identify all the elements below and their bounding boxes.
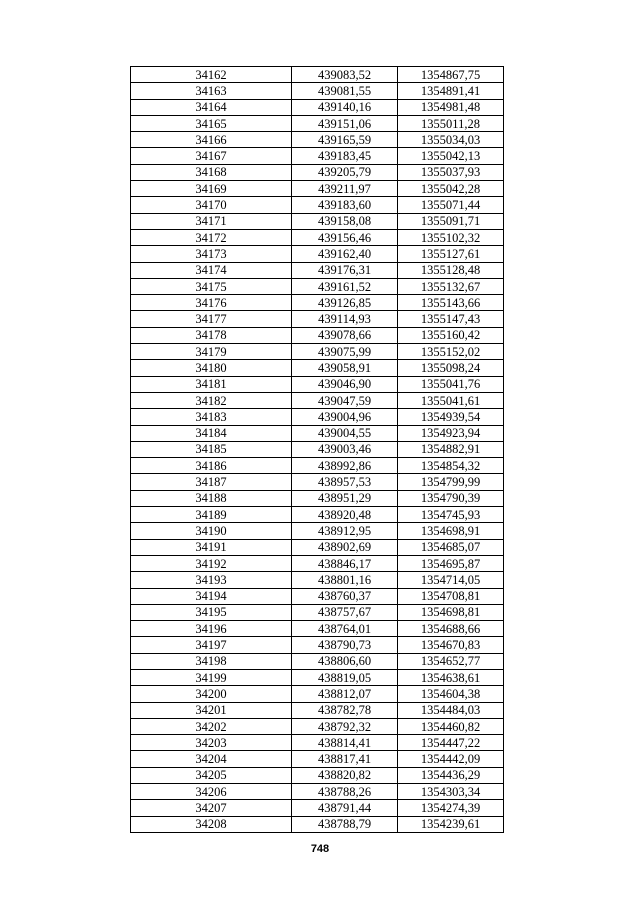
table-row bbox=[131, 278, 504, 294]
y-coordinate-cell: 1355152,02 bbox=[398, 344, 504, 360]
table-row bbox=[131, 392, 504, 408]
x-coordinate-cell: 438788,26 bbox=[292, 784, 398, 800]
x-coordinate-cell: 439004,55 bbox=[292, 425, 398, 441]
x-coordinate-cell: 439162,40 bbox=[292, 246, 398, 262]
y-coordinate-cell: 1355128,48 bbox=[398, 262, 504, 278]
point-id-cell: 34193 bbox=[131, 572, 292, 588]
y-coordinate-cell: 1355042,28 bbox=[398, 181, 504, 197]
y-coordinate-cell: 1354891,41 bbox=[398, 83, 504, 99]
table-row bbox=[131, 686, 504, 702]
y-coordinate-cell: 1355127,61 bbox=[398, 246, 504, 262]
table-row bbox=[131, 441, 504, 457]
table-row bbox=[131, 523, 504, 539]
y-coordinate-cell: 1354708,81 bbox=[398, 588, 504, 604]
table-row bbox=[131, 164, 504, 180]
x-coordinate-cell: 439165,59 bbox=[292, 132, 398, 148]
table-row bbox=[131, 213, 504, 229]
y-coordinate-cell: 1355098,24 bbox=[398, 360, 504, 376]
x-coordinate-cell: 439158,08 bbox=[292, 213, 398, 229]
point-id-cell: 34178 bbox=[131, 327, 292, 343]
table-row bbox=[131, 115, 504, 131]
y-coordinate-cell: 1354790,39 bbox=[398, 490, 504, 506]
point-id-cell: 34202 bbox=[131, 718, 292, 734]
y-coordinate-cell: 1355034,03 bbox=[398, 132, 504, 148]
y-coordinate-cell: 1354698,81 bbox=[398, 604, 504, 620]
table-row bbox=[131, 262, 504, 278]
point-id-cell: 34179 bbox=[131, 344, 292, 360]
table-row bbox=[131, 539, 504, 555]
x-coordinate-cell: 439161,52 bbox=[292, 278, 398, 294]
table-row bbox=[131, 490, 504, 506]
table-row bbox=[131, 458, 504, 474]
point-id-cell: 34194 bbox=[131, 588, 292, 604]
point-id-cell: 34191 bbox=[131, 539, 292, 555]
point-id-cell: 34187 bbox=[131, 474, 292, 490]
point-id-cell: 34181 bbox=[131, 376, 292, 392]
table-row bbox=[131, 83, 504, 99]
x-coordinate-cell: 439046,90 bbox=[292, 376, 398, 392]
table-row bbox=[131, 311, 504, 327]
point-id-cell: 34200 bbox=[131, 686, 292, 702]
point-id-cell: 34190 bbox=[131, 523, 292, 539]
point-id-cell: 34207 bbox=[131, 800, 292, 816]
x-coordinate-cell: 439003,46 bbox=[292, 441, 398, 457]
y-coordinate-cell: 1355042,13 bbox=[398, 148, 504, 164]
y-coordinate-cell: 1354981,48 bbox=[398, 99, 504, 115]
table-row bbox=[131, 344, 504, 360]
y-coordinate-cell: 1355037,93 bbox=[398, 164, 504, 180]
y-coordinate-cell: 1355147,43 bbox=[398, 311, 504, 327]
point-id-cell: 34203 bbox=[131, 735, 292, 751]
point-id-cell: 34205 bbox=[131, 767, 292, 783]
x-coordinate-cell: 438846,17 bbox=[292, 555, 398, 571]
x-coordinate-cell: 438951,29 bbox=[292, 490, 398, 506]
x-coordinate-cell: 438814,41 bbox=[292, 735, 398, 751]
point-id-cell: 34199 bbox=[131, 669, 292, 685]
y-coordinate-cell: 1355041,76 bbox=[398, 376, 504, 392]
page-number: 748 bbox=[310, 843, 330, 855]
table-row bbox=[131, 197, 504, 213]
x-coordinate-cell: 439004,96 bbox=[292, 409, 398, 425]
point-id-cell: 34177 bbox=[131, 311, 292, 327]
x-coordinate-cell: 438782,78 bbox=[292, 702, 398, 718]
y-coordinate-cell: 1354652,77 bbox=[398, 653, 504, 669]
point-id-cell: 34185 bbox=[131, 441, 292, 457]
y-coordinate-cell: 1354698,91 bbox=[398, 523, 504, 539]
point-id-cell: 34186 bbox=[131, 458, 292, 474]
table-row bbox=[131, 784, 504, 800]
y-coordinate-cell: 1355132,67 bbox=[398, 278, 504, 294]
point-id-cell: 34170 bbox=[131, 197, 292, 213]
table-row bbox=[131, 229, 504, 245]
y-coordinate-cell: 1354670,83 bbox=[398, 637, 504, 653]
table-row bbox=[131, 425, 504, 441]
table-row bbox=[131, 507, 504, 523]
table-row bbox=[131, 751, 504, 767]
table-row bbox=[131, 735, 504, 751]
x-coordinate-cell: 439183,45 bbox=[292, 148, 398, 164]
table-row bbox=[131, 767, 504, 783]
y-coordinate-cell: 1354274,39 bbox=[398, 800, 504, 816]
point-id-cell: 34165 bbox=[131, 115, 292, 131]
y-coordinate-cell: 1354688,66 bbox=[398, 621, 504, 637]
table-row bbox=[131, 99, 504, 115]
table-row bbox=[131, 718, 504, 734]
y-coordinate-cell: 1354745,93 bbox=[398, 507, 504, 523]
table-row bbox=[131, 181, 504, 197]
point-id-cell: 34173 bbox=[131, 246, 292, 262]
table-row bbox=[131, 572, 504, 588]
point-id-cell: 34184 bbox=[131, 425, 292, 441]
point-id-cell: 34162 bbox=[131, 67, 292, 83]
y-coordinate-cell: 1355160,42 bbox=[398, 327, 504, 343]
table-row bbox=[131, 653, 504, 669]
point-id-cell: 34198 bbox=[131, 653, 292, 669]
x-coordinate-cell: 438806,60 bbox=[292, 653, 398, 669]
x-coordinate-cell: 438812,07 bbox=[292, 686, 398, 702]
y-coordinate-cell: 1354447,22 bbox=[398, 735, 504, 751]
x-coordinate-cell: 438992,86 bbox=[292, 458, 398, 474]
point-id-cell: 34188 bbox=[131, 490, 292, 506]
point-id-cell: 34204 bbox=[131, 751, 292, 767]
table-row bbox=[131, 327, 504, 343]
table-row bbox=[131, 702, 504, 718]
x-coordinate-cell: 438757,67 bbox=[292, 604, 398, 620]
x-coordinate-cell: 439183,60 bbox=[292, 197, 398, 213]
y-coordinate-cell: 1354436,29 bbox=[398, 767, 504, 783]
point-id-cell: 34172 bbox=[131, 229, 292, 245]
coordinates-table-body bbox=[131, 67, 504, 833]
point-id-cell: 34171 bbox=[131, 213, 292, 229]
point-id-cell: 34168 bbox=[131, 164, 292, 180]
point-id-cell: 34201 bbox=[131, 702, 292, 718]
table-row bbox=[131, 132, 504, 148]
point-id-cell: 34206 bbox=[131, 784, 292, 800]
x-coordinate-cell: 439151,06 bbox=[292, 115, 398, 131]
x-coordinate-cell: 439081,55 bbox=[292, 83, 398, 99]
x-coordinate-cell: 439176,31 bbox=[292, 262, 398, 278]
table-row bbox=[131, 376, 504, 392]
x-coordinate-cell: 438912,95 bbox=[292, 523, 398, 539]
y-coordinate-cell: 1354882,91 bbox=[398, 441, 504, 457]
table-row bbox=[131, 67, 504, 83]
table-row bbox=[131, 246, 504, 262]
table-row bbox=[131, 637, 504, 653]
x-coordinate-cell: 439140,16 bbox=[292, 99, 398, 115]
y-coordinate-cell: 1355041,61 bbox=[398, 392, 504, 408]
x-coordinate-cell: 438819,05 bbox=[292, 669, 398, 685]
x-coordinate-cell: 438920,48 bbox=[292, 507, 398, 523]
y-coordinate-cell: 1354695,87 bbox=[398, 555, 504, 571]
point-id-cell: 34180 bbox=[131, 360, 292, 376]
x-coordinate-cell: 438801,16 bbox=[292, 572, 398, 588]
y-coordinate-cell: 1355011,28 bbox=[398, 115, 504, 131]
y-coordinate-cell: 1354484,03 bbox=[398, 702, 504, 718]
y-coordinate-cell: 1354442,09 bbox=[398, 751, 504, 767]
x-coordinate-cell: 438764,01 bbox=[292, 621, 398, 637]
y-coordinate-cell: 1354939,54 bbox=[398, 409, 504, 425]
x-coordinate-cell: 439083,52 bbox=[292, 67, 398, 83]
y-coordinate-cell: 1354685,07 bbox=[398, 539, 504, 555]
point-id-cell: 34176 bbox=[131, 295, 292, 311]
point-id-cell: 34166 bbox=[131, 132, 292, 148]
x-coordinate-cell: 439211,97 bbox=[292, 181, 398, 197]
point-id-cell: 34174 bbox=[131, 262, 292, 278]
x-coordinate-cell: 438902,69 bbox=[292, 539, 398, 555]
point-id-cell: 34182 bbox=[131, 392, 292, 408]
y-coordinate-cell: 1355102,32 bbox=[398, 229, 504, 245]
table-row bbox=[131, 816, 504, 832]
point-id-cell: 34195 bbox=[131, 604, 292, 620]
table-row bbox=[131, 604, 504, 620]
point-id-cell: 34175 bbox=[131, 278, 292, 294]
point-id-cell: 34197 bbox=[131, 637, 292, 653]
x-coordinate-cell: 438817,41 bbox=[292, 751, 398, 767]
table-row bbox=[131, 295, 504, 311]
y-coordinate-cell: 1354799,99 bbox=[398, 474, 504, 490]
y-coordinate-cell: 1354460,82 bbox=[398, 718, 504, 734]
y-coordinate-cell: 1355091,71 bbox=[398, 213, 504, 229]
y-coordinate-cell: 1354923,94 bbox=[398, 425, 504, 441]
x-coordinate-cell: 438820,82 bbox=[292, 767, 398, 783]
table-row bbox=[131, 621, 504, 637]
x-coordinate-cell: 438790,73 bbox=[292, 637, 398, 653]
x-coordinate-cell: 439075,99 bbox=[292, 344, 398, 360]
point-id-cell: 34189 bbox=[131, 507, 292, 523]
point-id-cell: 34167 bbox=[131, 148, 292, 164]
point-id-cell: 34183 bbox=[131, 409, 292, 425]
table-row bbox=[131, 555, 504, 571]
y-coordinate-cell: 1354854,32 bbox=[398, 458, 504, 474]
point-id-cell: 34192 bbox=[131, 555, 292, 571]
y-coordinate-cell: 1355071,44 bbox=[398, 197, 504, 213]
x-coordinate-cell: 439205,79 bbox=[292, 164, 398, 180]
table-row bbox=[131, 669, 504, 685]
point-id-cell: 34208 bbox=[131, 816, 292, 832]
point-id-cell: 34164 bbox=[131, 99, 292, 115]
x-coordinate-cell: 439126,85 bbox=[292, 295, 398, 311]
point-id-cell: 34163 bbox=[131, 83, 292, 99]
x-coordinate-cell: 438791,44 bbox=[292, 800, 398, 816]
x-coordinate-cell: 438957,53 bbox=[292, 474, 398, 490]
y-coordinate-cell: 1354239,61 bbox=[398, 816, 504, 832]
x-coordinate-cell: 439114,93 bbox=[292, 311, 398, 327]
x-coordinate-cell: 438788,79 bbox=[292, 816, 398, 832]
y-coordinate-cell: 1354714,05 bbox=[398, 572, 504, 588]
x-coordinate-cell: 438760,37 bbox=[292, 588, 398, 604]
table-row bbox=[131, 360, 504, 376]
y-coordinate-cell: 1355143,66 bbox=[398, 295, 504, 311]
x-coordinate-cell: 439078,66 bbox=[292, 327, 398, 343]
x-coordinate-cell: 438792,32 bbox=[292, 718, 398, 734]
y-coordinate-cell: 1354604,38 bbox=[398, 686, 504, 702]
y-coordinate-cell: 1354867,75 bbox=[398, 67, 504, 83]
table-row bbox=[131, 474, 504, 490]
x-coordinate-cell: 439047,59 bbox=[292, 392, 398, 408]
coordinates-table bbox=[130, 66, 504, 833]
x-coordinate-cell: 439058,91 bbox=[292, 360, 398, 376]
point-id-cell: 34196 bbox=[131, 621, 292, 637]
y-coordinate-cell: 1354303,34 bbox=[398, 784, 504, 800]
table-row bbox=[131, 148, 504, 164]
table-row bbox=[131, 409, 504, 425]
x-coordinate-cell: 439156,46 bbox=[292, 229, 398, 245]
point-id-cell: 34169 bbox=[131, 181, 292, 197]
y-coordinate-cell: 1354638,61 bbox=[398, 669, 504, 685]
table-row bbox=[131, 800, 504, 816]
table-row bbox=[131, 588, 504, 604]
